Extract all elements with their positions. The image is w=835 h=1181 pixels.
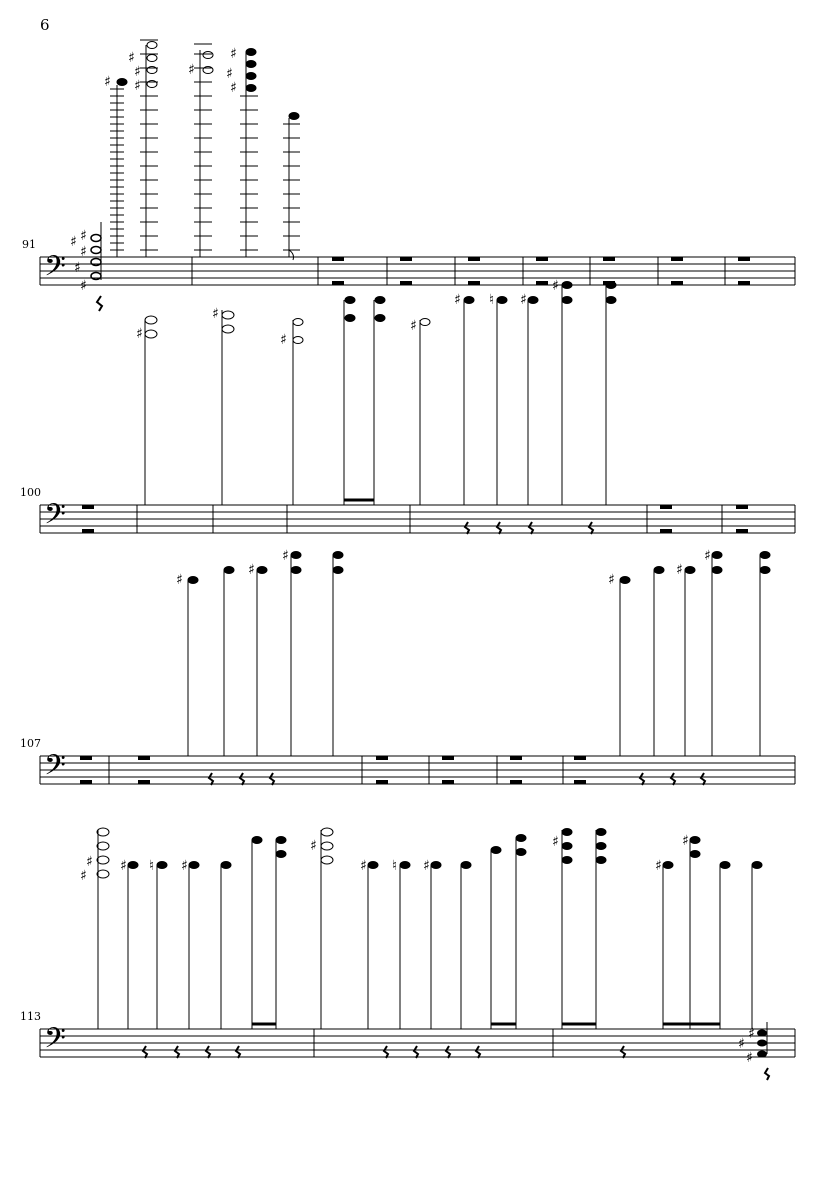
- quarter-rests-system-3: [209, 773, 705, 785]
- sharp-symbol: ♯: [86, 854, 93, 870]
- sharp-symbol: ♯: [248, 562, 255, 578]
- sharp-symbol: ♯: [230, 46, 237, 62]
- sharp-symbol: ♯: [104, 74, 111, 90]
- sharp-symbol: ♯: [181, 858, 188, 874]
- sharp-symbol: ♯: [280, 332, 287, 348]
- bass-clef-system-4: 𝄢: [44, 1022, 66, 1062]
- sharp-symbol: ♯: [410, 318, 417, 334]
- sharp-symbol: ♯: [608, 572, 615, 588]
- sharp-symbol: ♯: [520, 292, 527, 308]
- natural-symbol: ♮: [489, 292, 495, 308]
- page-number: 6: [40, 16, 50, 34]
- sharp-symbol: ♯: [746, 1050, 753, 1066]
- measure-number-system-1: 91: [22, 238, 36, 251]
- quarter-rest: [97, 296, 102, 311]
- sharp-symbol: ♯: [134, 78, 141, 94]
- sharp-symbol: ♯: [682, 833, 689, 849]
- sharp-symbol: ♯: [80, 228, 87, 244]
- sharp-symbol: ♯: [134, 64, 141, 80]
- chord-91: [70, 222, 101, 294]
- sharp-symbol: ♯: [423, 858, 430, 874]
- sharp-symbol: ♯: [128, 50, 135, 66]
- staff-system-3: [40, 756, 795, 784]
- sharp-symbol: ♯: [80, 278, 87, 294]
- sharp-symbol: ♯: [676, 562, 683, 578]
- sharp-symbol: ♯: [70, 234, 77, 250]
- sharp-symbol: ♯: [230, 80, 237, 96]
- sharp-symbol: ♯: [120, 858, 127, 874]
- bass-clef-system-3: 𝄢: [44, 749, 66, 789]
- sharp-symbol: ♯: [552, 278, 559, 294]
- sharp-symbol: ♯: [188, 62, 195, 78]
- sharp-symbol: ♯: [212, 306, 219, 322]
- sharp-symbol: ♯: [282, 548, 289, 564]
- ledger-notes-system-3: [188, 552, 770, 757]
- sharp-symbol: ♯: [310, 838, 317, 854]
- sharp-symbol: ♯: [748, 1026, 755, 1042]
- sharp-symbol: ♯: [552, 834, 559, 850]
- staff-system-1: [40, 257, 795, 285]
- staff-system-2: [40, 505, 795, 533]
- natural-symbol: ♮: [392, 858, 398, 874]
- bass-clef-system-2: 𝄢: [44, 498, 66, 538]
- natural-symbol: ♮: [149, 858, 155, 874]
- measure-number-system-2: 100: [20, 486, 41, 499]
- sharp-symbol: ♯: [176, 572, 183, 588]
- measure-number-system-4: 113: [20, 1010, 41, 1023]
- sharp-symbol: ♯: [454, 292, 461, 308]
- sharp-symbol: ♯: [655, 858, 662, 874]
- sharp-symbol: ♯: [80, 244, 87, 260]
- sharp-symbol: ♯: [738, 1036, 745, 1052]
- quarter-rest: [765, 1068, 769, 1080]
- bass-clef-system-1: 𝄢: [44, 250, 66, 290]
- sharp-symbol: ♯: [360, 858, 367, 874]
- sharp-symbol: ♯: [136, 326, 143, 342]
- sharp-symbol: ♯: [80, 868, 87, 884]
- sharp-symbol: ♯: [704, 548, 711, 564]
- sharp-symbol: ♯: [74, 260, 81, 276]
- ledger-notes-system-1: [117, 42, 299, 261]
- measure-number-system-3: 107: [20, 737, 41, 750]
- sharp-symbol: ♯: [226, 66, 233, 82]
- quarter-rests-system-2: [465, 522, 593, 534]
